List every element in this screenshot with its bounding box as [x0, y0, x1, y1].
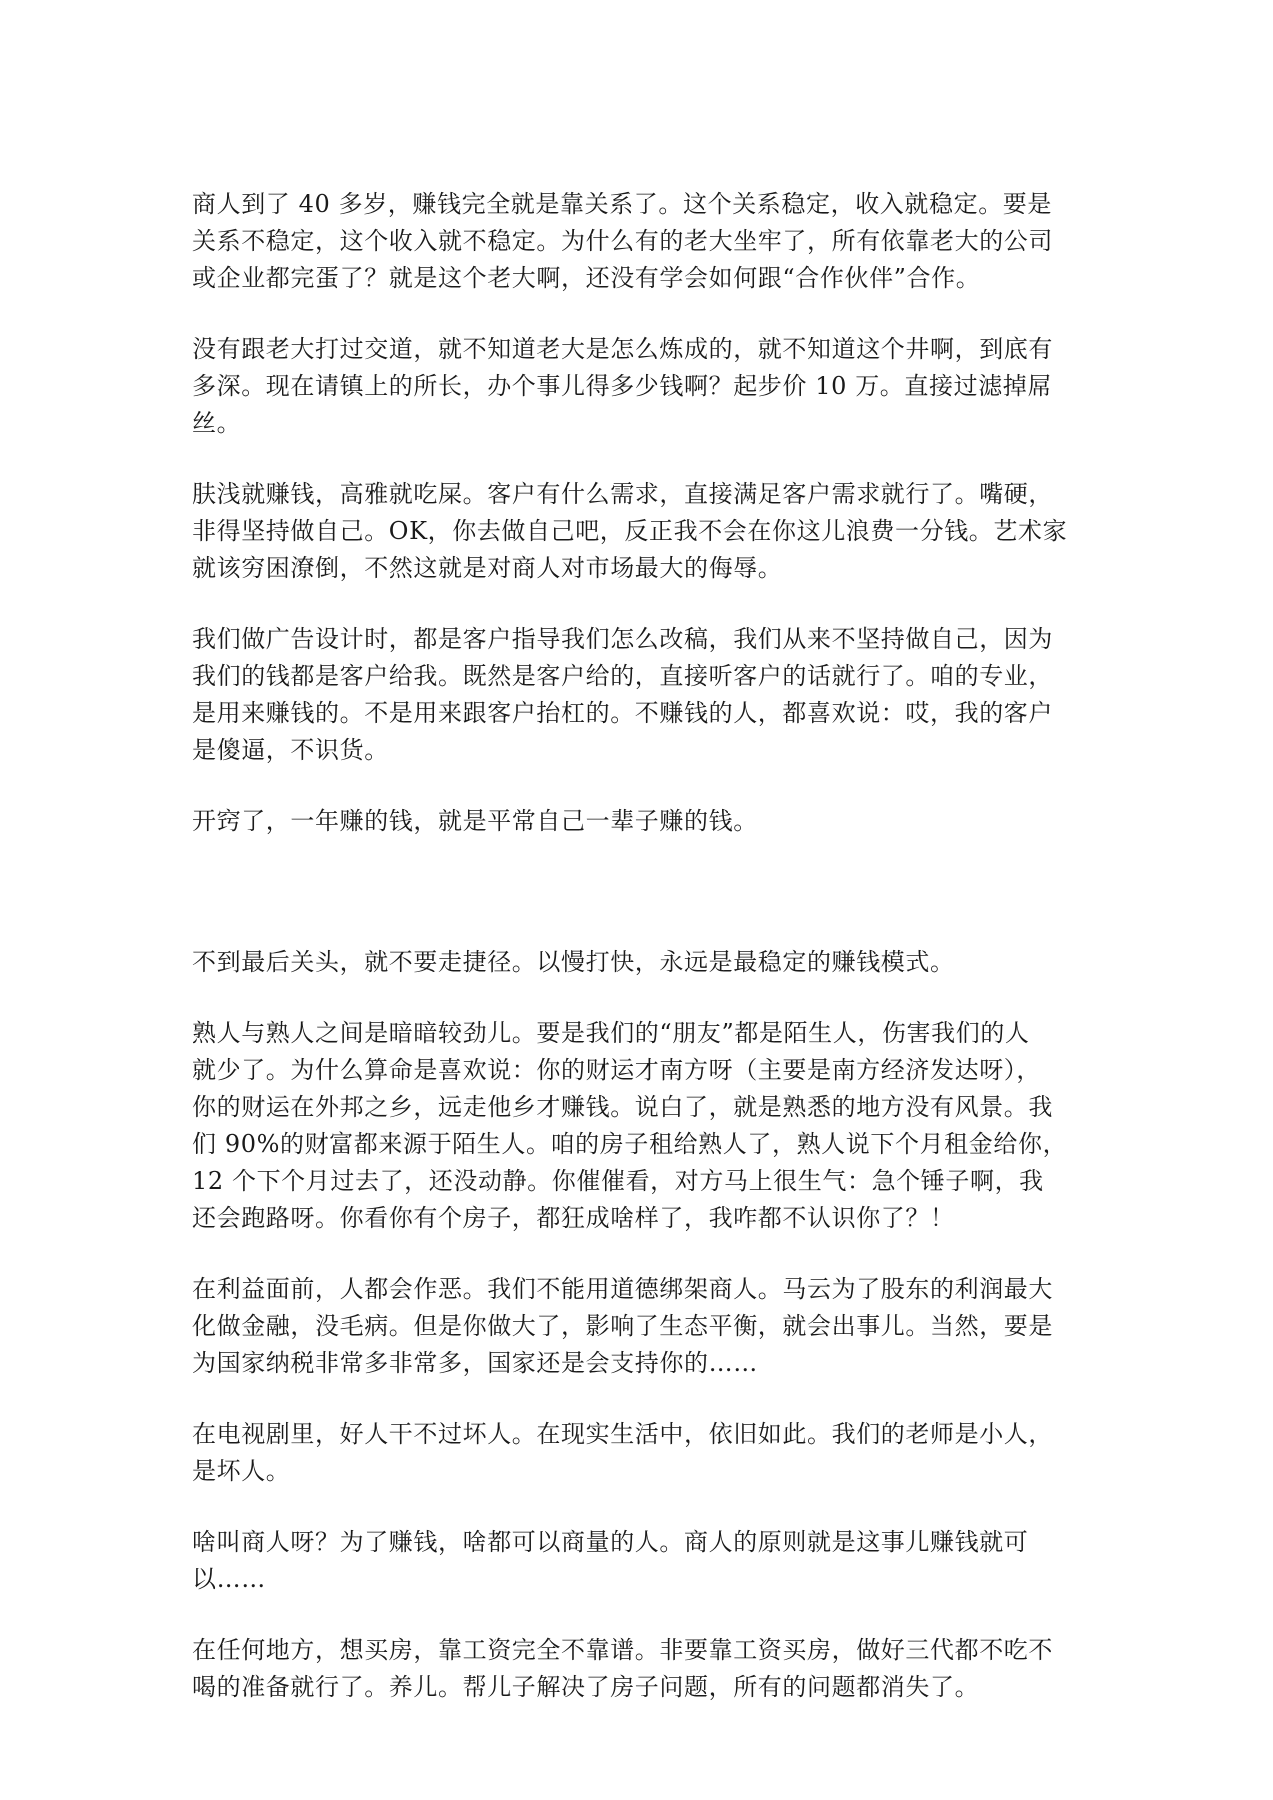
paragraph-4: 我们做广告设计时，都是客户指导我们怎么改稿，我们从来不坚持做自己，因为 我们的钱都是客户给我。既然是客户给的，直接听客户的话就行了。咱的专业， 是用来赚钱的。不是用来跟客户抬杠的。不赚钱的人，都喜欢说：哎，我的客户 是傻逼，不识货。 — [192, 625, 1053, 764]
paragraph-10: 啥叫商人呀？为了赚钱，啥都可以商量的人。商人的原则就是这事儿赚钱就可 以…… — [192, 1528, 1029, 1593]
paragraph-3: 肤浅就赚钱，高雅就吃屎。客户有什么需求，直接满足客户需求就行了。嘴硬， 非得坚持做自己。OK，你去做自己吧，反正我不会在你这儿浪费一分钱。艺术家 就该穷困潦倒，不然这就是对商人对市场最大的侮辱。 — [192, 480, 1068, 582]
paragraph-8: 在利益面前，人都会作恶。我们不能用道德绑架商人。马云为了股东的利润最大 化做金融，没毛病。但是你做大了，影响了生态平衡，就会出事儿。当然，要是 为国家纳税非常多非常多，国家还是会支持你的…… — [192, 1275, 1053, 1377]
paragraph-11: 在任何地方，想买房，靠工资完全不靠谱。非要靠工资买房，做好三代都不吃不 喝的准备就行了。养儿。帮儿子解决了房子问题，所有的问题都消失了。 — [192, 1636, 1053, 1701]
paragraph-6: 不到最后关头，就不要走捷径。以慢打快，永远是最稳定的赚钱模式。 — [192, 948, 955, 976]
paragraph-9: 在电视剧里，好人干不过坏人。在现实生活中，依旧如此。我们的老师是小人， 是坏人。 — [192, 1420, 1053, 1485]
document-body — [192, 186, 1092, 1740]
paragraph-5: 开窍了，一年赚的钱，就是平常自己一辈子赚的钱。 — [192, 807, 758, 835]
paragraph-7: 熟人与熟人之间是暗暗较劲儿。要是我们的“朋友”都是陌生人，伤害我们的人 就少了。为什么算命是喜欢说：你的财运才南方呀（主要是南方经济发达呀）， 你的财运在外邦之乡，远走他乡才赚钱。说白了，就是熟悉的地方没有风景。我 们 90%的财富都来源于陌生人。咱的房子租给熟人了，熟人说下个月租金给你， 12 个下个月过去了，还没动静。你催催看，对方马上很生气：急个锤子啊，我 还会跑路呀。你看你有个房子，都狂成啥样了，我咋都不认识你了？！ — [192, 1019, 1068, 1232]
paragraph-1: 商人到了 40 多岁，赚钱完全就是靠关系了。这个关系稳定，收入就稳定。要是 关系不稳定，这个收入就不稳定。为什么有的老大坐牢了，所有依靠老大的公司 或企业都完蛋了？就是这个老大啊，还没有学会如何跟“合作伙伴”合作。 — [192, 190, 1053, 292]
paragraph-2: 没有跟老大打过交道，就不知道老大是怎么炼成的，就不知道这个井啊，到底有 多深。现在请镇上的所长，办个事儿得多少钱啊？起步价 10 万。直接过滤掉屌 丝。 — [192, 335, 1053, 437]
